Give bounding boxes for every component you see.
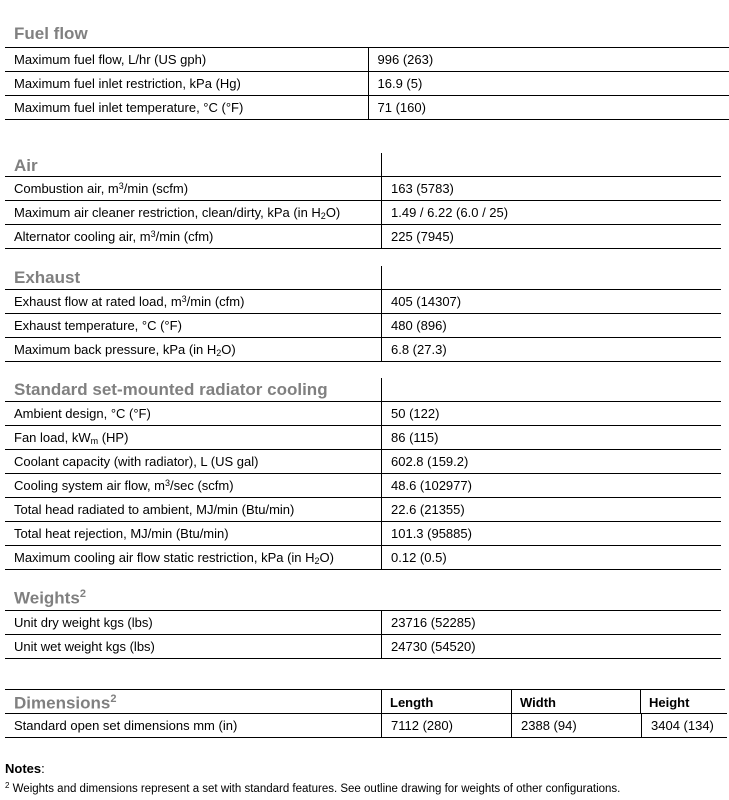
spec-value: 71 (160) <box>368 96 729 120</box>
spec-label: Combustion air, $m^3/\min$ (scfm) <box>5 177 382 201</box>
spec-value: 24730 (54520) <box>382 635 722 659</box>
table-row <box>5 314 721 338</box>
spec-label: Exhaust temperature, °C (°F) <box>5 314 382 338</box>
spec-value: 163 (5783) <box>382 177 722 201</box>
spec-value: 225 (7945) <box>382 225 722 249</box>
spec-label: Cooling system air flow, $m^3/\sec$ (scfm) <box>5 474 382 498</box>
spec-value: 22.6 (21355) <box>382 498 722 522</box>
spec-value: 16.9 (5) <box>368 72 729 96</box>
spec-label: Coolant capacity (with radiator), L (US gal) <box>5 450 382 474</box>
spec-value: 0.12 (0.5) <box>382 546 722 570</box>
column-divider <box>511 689 512 713</box>
table-row <box>5 546 721 570</box>
table-row <box>5 290 721 314</box>
spec-value: 1.49 / 6.22 (6.0 / 25) <box>382 201 722 225</box>
table-row <box>5 635 721 659</box>
spec-label: Maximum cooling air flow static restriction, kPa (in $H_2O$) <box>5 546 382 570</box>
table-row <box>5 96 729 120</box>
spec-label: Exhaust flow at rated load, $m^3/\min$ (cfm) <box>5 290 382 314</box>
notes-title: Notes: <box>5 761 45 776</box>
fuel-flow-table <box>5 47 729 120</box>
spec-value: 6.8 (27.3) <box>382 338 722 362</box>
section-rule <box>5 689 725 690</box>
table-row <box>5 498 721 522</box>
weights-title: Weights$^2$ <box>14 588 86 608</box>
table-row <box>5 611 721 635</box>
dimension-header-length: Length <box>390 695 434 710</box>
spec-label: Alternator cooling air, $m^3/\min$ (cfm) <box>5 225 382 249</box>
dimensions-table <box>5 713 727 738</box>
spec-label: Maximum back pressure, kPa (in $H_2O$) <box>5 338 382 362</box>
spec-value: 48.6 (102977) <box>382 474 722 498</box>
radiator-table <box>5 401 721 570</box>
dimensions-title: Dimensions$^2$ <box>14 693 117 713</box>
fuel-flow-title: Fuel flow <box>14 24 88 43</box>
table-row <box>5 450 721 474</box>
table-row <box>5 714 727 738</box>
spec-label: Ambient design, °C (°F) <box>5 402 382 426</box>
spec-value: 23716 (52285) <box>382 611 722 635</box>
spec-value: 996 (263) <box>368 48 729 72</box>
spec-value: 7112 (280) <box>382 714 512 738</box>
spec-value: 3404 (134) <box>642 714 728 738</box>
spec-label: Maximum air cleaner restriction, clean/dirty, kPa (in $H_2O$) <box>5 201 382 225</box>
dimension-header-width: Width <box>520 695 556 710</box>
table-row <box>5 474 721 498</box>
air-title: Air <box>14 156 38 175</box>
spec-label: Maximum fuel inlet restriction, kPa (Hg) <box>5 72 368 96</box>
spec-label: Unit dry weight kgs (lbs) <box>5 611 382 635</box>
spec-value: 405 (14307) <box>382 290 722 314</box>
table-row <box>5 201 721 225</box>
table-row <box>5 48 729 72</box>
table-row <box>5 522 721 546</box>
column-divider <box>381 378 382 401</box>
column-divider <box>381 266 382 289</box>
table-row <box>5 177 721 201</box>
dimension-header-height: Height <box>649 695 690 710</box>
spec-label: Unit wet weight kgs (lbs) <box>5 635 382 659</box>
table-row <box>5 338 721 362</box>
spec-value: 480 (896) <box>382 314 722 338</box>
spec-value: 602.8 (159.2) <box>382 450 722 474</box>
table-row <box>5 402 721 426</box>
weights-table <box>5 610 721 659</box>
footnote: $^2$ Weights and dimensions represent a set with standard features. See outline drawing for weights of other configurations. <box>5 781 621 795</box>
spec-label: Maximum fuel inlet temperature, °C (°F) <box>5 96 368 120</box>
spec-label: Fan load, $kW_m$ (HP) <box>5 426 382 450</box>
radiator-title: Standard set-mounted radiator cooling <box>14 380 328 399</box>
air-table <box>5 176 721 249</box>
spec-label: Total heat rejection, MJ/min (Btu/min) <box>5 522 382 546</box>
spec-value: 86 (115) <box>382 426 722 450</box>
column-divider <box>381 689 382 713</box>
spec-label: Standard open set dimensions mm (in) <box>5 714 382 738</box>
exhaust-table <box>5 289 721 362</box>
table-row <box>5 426 721 450</box>
table-row <box>5 225 721 249</box>
column-divider <box>640 689 641 713</box>
spec-label: Total head radiated to ambient, MJ/min (Btu/min) <box>5 498 382 522</box>
spec-value: 50 (122) <box>382 402 722 426</box>
spec-value: 2388 (94) <box>512 714 642 738</box>
spec-value: 101.3 (95885) <box>382 522 722 546</box>
spec-label: Maximum fuel flow, L/hr (US gph) <box>5 48 368 72</box>
table-row <box>5 72 729 96</box>
exhaust-title: Exhaust <box>14 268 81 287</box>
column-divider <box>381 153 382 176</box>
